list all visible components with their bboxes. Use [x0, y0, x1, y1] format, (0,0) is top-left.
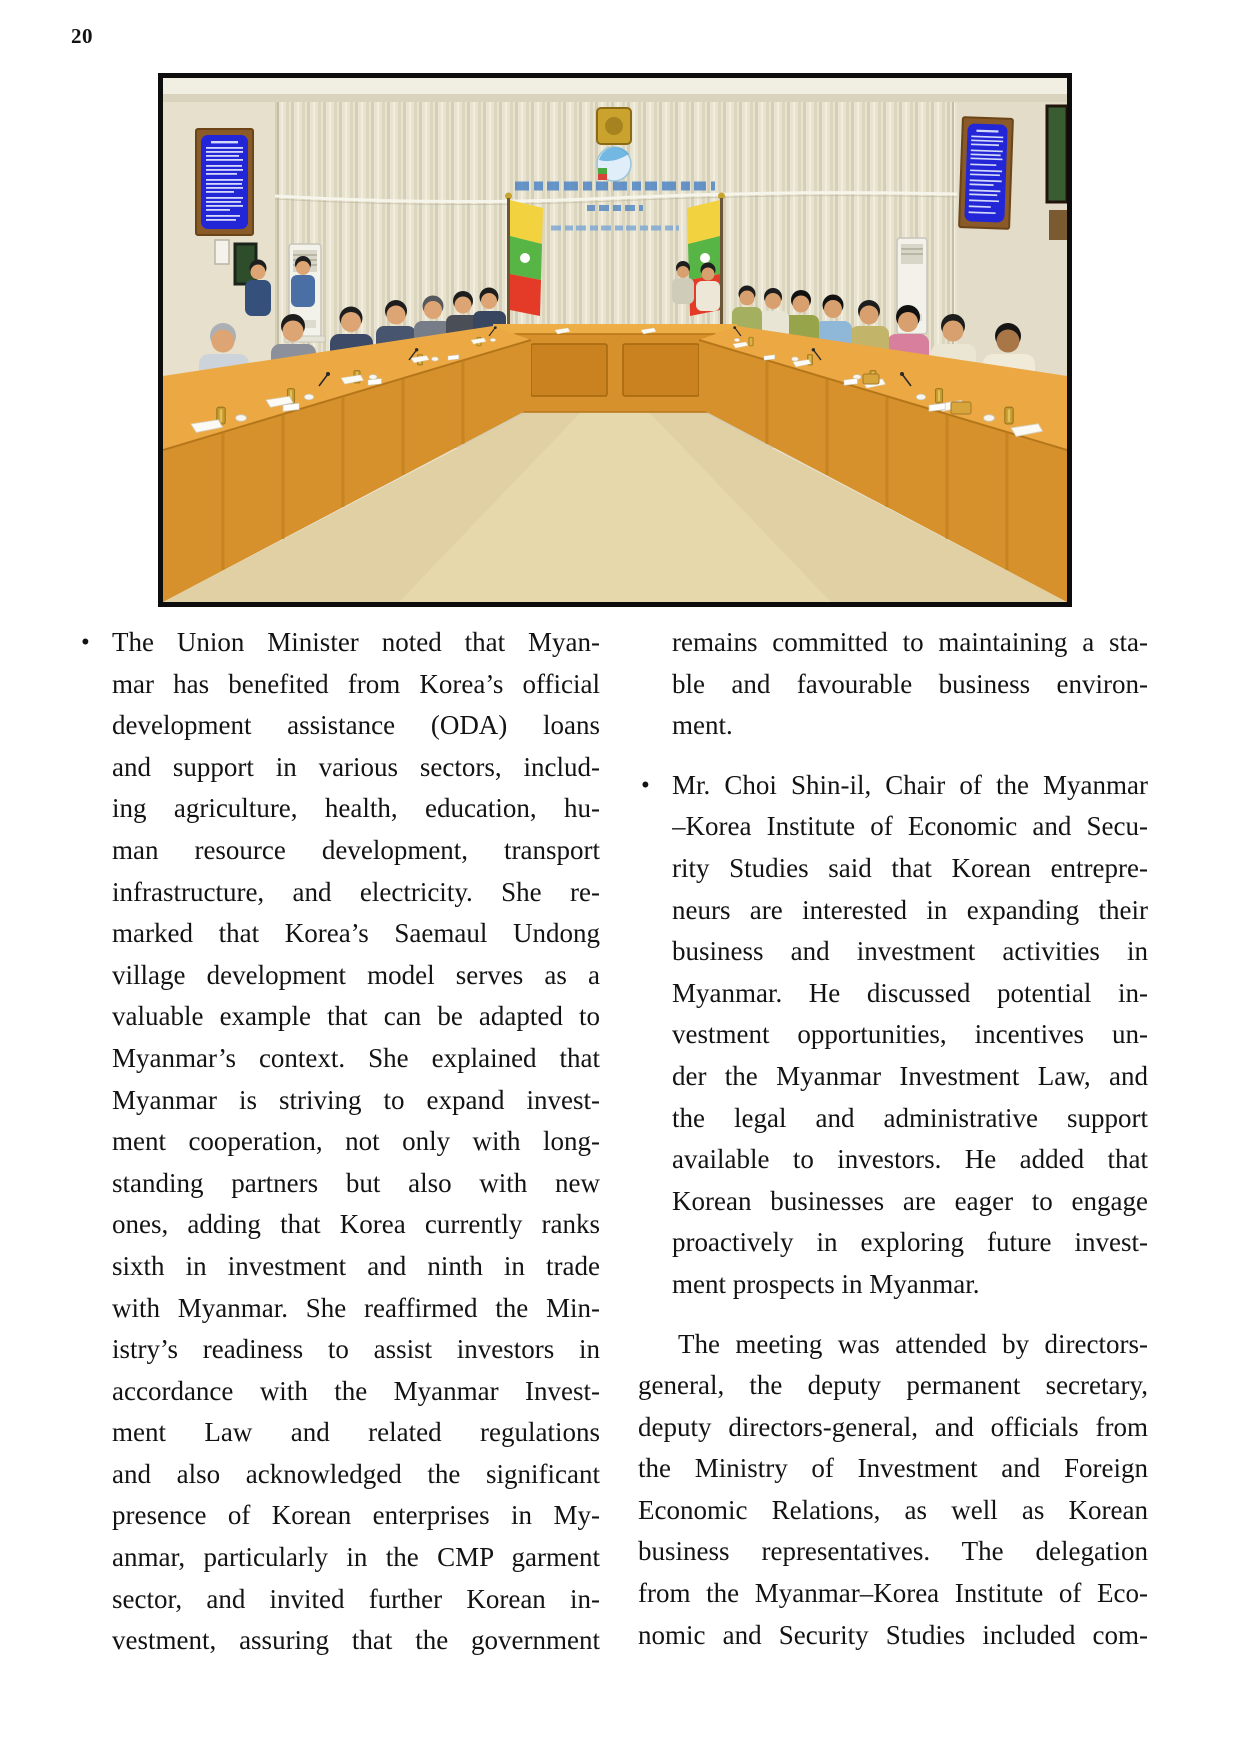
- text-line: Myanmar’s context. She explained that: [112, 1042, 600, 1073]
- text-line: der the Myanmar Investment Law, and: [672, 1060, 1148, 1091]
- text-line: with Myanmar. She reaffirmed the Min-: [112, 1292, 600, 1323]
- text-line: –Korea Institute of Economic and Secu-: [672, 811, 1148, 842]
- text-line: valuable example that can be adapted to: [112, 1001, 600, 1032]
- text-line: nomic and Security Studies included com-: [638, 1619, 1148, 1650]
- text-line: anmar, particularly in the CMP garment: [112, 1542, 600, 1573]
- text-line: general, the deputy permanent secretary,: [638, 1370, 1148, 1401]
- text-line: sixth in investment and ninth in trade: [112, 1250, 600, 1281]
- text-line: Mr. Choi Shin-il, Chair of the Myanmar: [672, 769, 1148, 800]
- text-line: The Union Minister noted that Myan-: [112, 627, 600, 657]
- text-paragraph: [638, 622, 1148, 747]
- framed-picture-right: [1047, 106, 1067, 202]
- bullet-item: [78, 622, 600, 1662]
- text-paragraph: [638, 1324, 1148, 1657]
- text-line: ones, adding that Korea currently ranks: [112, 1209, 600, 1240]
- text-line: man resource development, transport: [112, 834, 600, 865]
- text-line: proactively in exploring future invest-: [672, 1227, 1148, 1258]
- framed-picture-right-lower: [1049, 210, 1067, 240]
- text-line: remains committed to maintaining a sta-: [672, 627, 1148, 657]
- text-line: the legal and administrative support: [672, 1102, 1148, 1133]
- text-line: available to investors. He added that: [672, 1144, 1148, 1175]
- ministry-emblem: [597, 108, 631, 181]
- tissue-basket: [863, 374, 879, 384]
- bullet-marker: •: [641, 771, 650, 799]
- text-line: Myanmar. He discussed potential in-: [672, 977, 1148, 1008]
- bullet-marker: •: [81, 629, 90, 656]
- text-line: business and investment activities in: [672, 936, 1148, 967]
- text-line: and support in various sectors, includ-: [112, 751, 600, 782]
- text-line: marked that Korea’s Saemaul Undong: [112, 918, 600, 949]
- text-line: ble and favourable business environ-: [672, 668, 1148, 699]
- text-line: Economic Relations, as well as Korean: [638, 1494, 1148, 1525]
- text-line: and also acknowledged the significant: [112, 1458, 600, 1489]
- text-line: ment.: [672, 710, 733, 741]
- text-line: ment cooperation, not only with long-: [112, 1126, 600, 1157]
- text-line: mar has benefited from Korea’s official: [112, 668, 600, 699]
- ceiling: [163, 78, 1067, 94]
- text-line: from the Myanmar–Korea Institute of Eco-: [638, 1578, 1148, 1609]
- tissue-basket: [951, 402, 971, 414]
- text-line: presence of Korean enterprises in My-: [112, 1500, 600, 1531]
- text-line: vestment, assuring that the government: [112, 1625, 600, 1656]
- text-column-left: [78, 622, 600, 1662]
- text-line: rity Studies said that Korean entrepre-: [672, 852, 1148, 883]
- text-line: infrastructure, and electricity. She re-: [112, 876, 600, 907]
- bullet-item: [638, 765, 1148, 1306]
- text-line: the Ministry of Investment and Foreign: [638, 1453, 1148, 1484]
- meeting-photo: [158, 73, 1072, 607]
- text-line: business representatives. The delegation: [638, 1536, 1148, 1567]
- text-line: development assistance (ODA) loans: [112, 710, 600, 741]
- text-line: neurs are interested in expanding their: [672, 894, 1148, 925]
- text-line: Myanmar is striving to expand invest-: [112, 1084, 600, 1115]
- text-line: The meeting was attended by directors-: [678, 1328, 1148, 1359]
- page-number: 20: [71, 24, 93, 48]
- text-line: Korean businesses are eager to engage: [672, 1185, 1148, 1216]
- text-line: deputy directors-general, and officials from: [638, 1411, 1148, 1442]
- text-line: vestment opportunities, incentives un-: [672, 1019, 1148, 1050]
- meeting-photo-illustration: [163, 78, 1067, 602]
- blue-signboard-right: [959, 117, 1013, 229]
- text-line: ment Law and related regulations: [112, 1417, 600, 1448]
- text-line: istry’s readiness to assist investors in: [112, 1334, 600, 1365]
- text-line: village development model serves as a: [112, 959, 600, 990]
- text-line: standing partners but also with new: [112, 1167, 600, 1198]
- text-line: ing agriculture, health, education, hu-: [112, 793, 600, 824]
- text-line: sector, and invited further Korean in-: [112, 1583, 600, 1614]
- text-line: ment prospects in Myanmar.: [672, 1268, 980, 1299]
- framed-certificate: [215, 240, 229, 264]
- text-column-right: [638, 622, 1148, 1656]
- text-line: accordance with the Myanmar Invest-: [112, 1375, 600, 1406]
